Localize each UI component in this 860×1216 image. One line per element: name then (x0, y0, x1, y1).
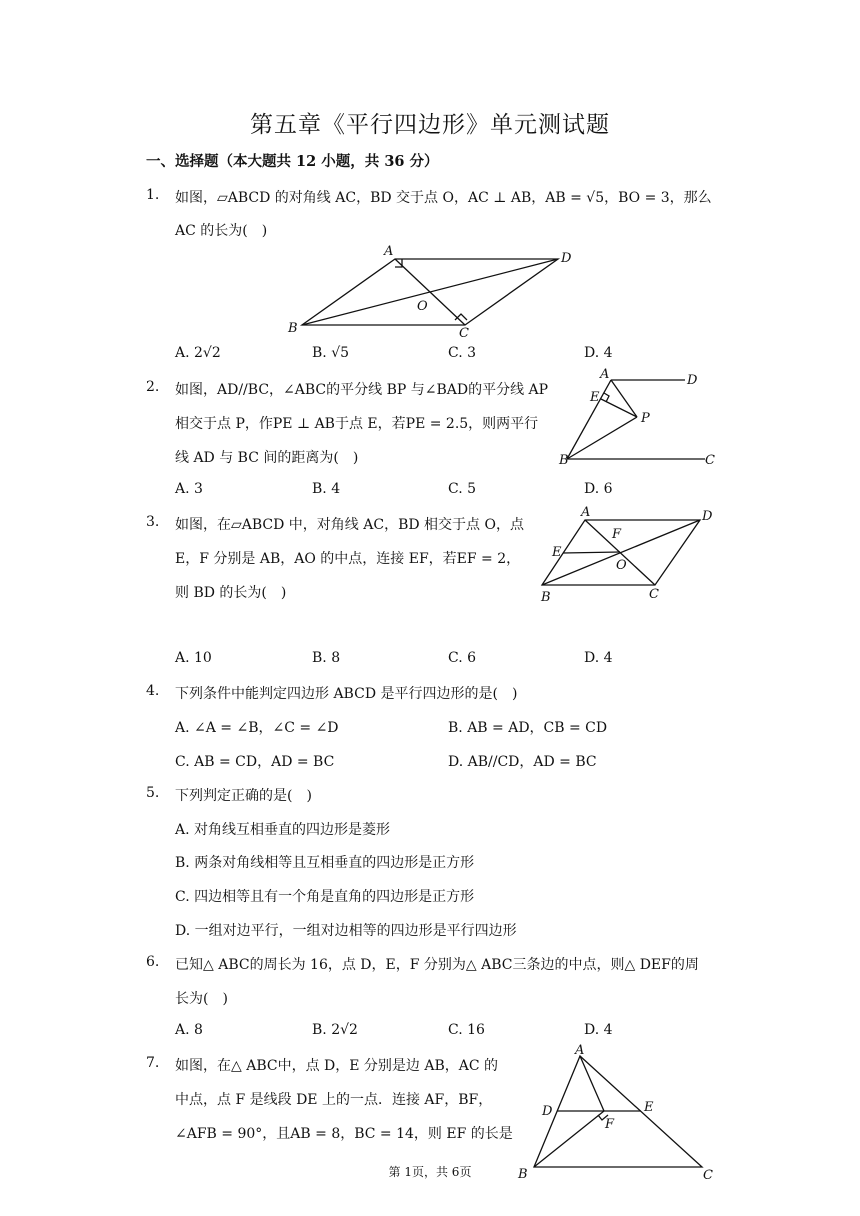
figure-label: D (542, 1104, 553, 1119)
option: D. 4 (584, 345, 613, 361)
option: B. 两条对角线相等且互相垂直的四边形是正方形 (175, 855, 475, 871)
option: B. 8 (312, 650, 341, 666)
question-text: 如图，在▱ABCD 中，对角线 AC，BD 相交于点 O，点 (175, 517, 524, 533)
parallelogram-figure-q3 (535, 500, 720, 605)
question-text: ∠AFB = 90°，且AB = 8，BC = 14，则 EF 的长是 (175, 1126, 513, 1142)
option: B. 2√2 (312, 1022, 358, 1038)
option: B. AB = AD，CB = CD (448, 720, 608, 736)
section-heading: 一、选择题（本大题共 12 小题，共 36 分） (146, 153, 439, 170)
option: B. 4 (312, 481, 341, 497)
option: A. 8 (175, 1022, 203, 1038)
question-text: 中点，点 F 是线段 DE 上的一点．连接 AF，BF， (175, 1092, 493, 1108)
option: D. 6 (584, 481, 613, 497)
page-footer: 第 1页，共 6页 (388, 1165, 472, 1179)
option: C. 3 (448, 345, 477, 361)
option: C. AB = CD，AD = BC (175, 754, 335, 770)
option: B. √5 (312, 345, 350, 361)
figure-label: A (600, 367, 610, 382)
figure-label: B (518, 1167, 528, 1182)
figure-label: F (605, 1117, 615, 1132)
figure-label: B (541, 590, 551, 605)
question-text: 如图，在△ ABC中，点 D，E 分别是边 AB，AC 的 (175, 1058, 499, 1074)
question-text: 已知△ ABC的周长为 16，点 D，E，F 分别为△ ABC三条边的中点，则△ DEF的周 (175, 957, 699, 973)
question-text: 如图，AD//BC，∠ABC的平分线 BP 与∠BAD的平分线 AP (175, 382, 549, 398)
question-number: 4. (146, 683, 160, 699)
figure-label: E (590, 390, 600, 405)
figure-label: A (384, 244, 394, 259)
figure-label: O (417, 299, 428, 314)
figure-label: A (575, 1043, 585, 1058)
question-text: 下列条件中能判定四边形 ABCD 是平行四边形的是( ) (175, 686, 518, 702)
figure-label: C (705, 453, 715, 468)
question-text: 长为( ) (175, 991, 228, 1007)
figure-label: D (561, 251, 572, 266)
figure-label: B (288, 321, 298, 336)
figure-label: D (687, 373, 698, 388)
figure-label: C (459, 326, 469, 340)
parallel-lines-figure-q2 (555, 365, 725, 470)
figure-label: E (552, 545, 562, 560)
figure-label: F (612, 527, 622, 542)
question-text: 相交于点 P，作PE ⊥ AB于点 E，若PE = 2.5，则两平行 (175, 416, 539, 432)
question-text: 如图，▱ABCD 的对角线 AC，BD 交于点 O，AC ⊥ AB，AB = √5，BO = 3，那么 (175, 190, 712, 206)
figure-label: C (703, 1168, 713, 1183)
figure-label: C (649, 587, 659, 602)
question-number: 5. (146, 785, 160, 801)
option: C. 16 (448, 1022, 485, 1038)
figure-label: O (616, 558, 627, 573)
option: A. 对角线互相垂直的四边形是菱形 (175, 822, 391, 838)
question-number: 7. (146, 1055, 160, 1071)
question-text: 则 BD 的长为( ) (175, 585, 287, 601)
figure-label: P (641, 411, 650, 426)
option: C. 5 (448, 481, 477, 497)
option: D. 一组对边平行，一组对边相等的四边形是平行四边形 (175, 923, 517, 939)
parallelogram-figure-q1 (280, 240, 580, 340)
option: A. 10 (175, 650, 212, 666)
question-text: 下列判定正确的是( ) (175, 788, 312, 804)
page-title: 第五章《平行四边形》单元测试题 (250, 112, 610, 138)
question-number: 3. (146, 514, 160, 530)
option: C. 四边相等且有一个角是直角的四边形是正方形 (175, 889, 475, 905)
option: D. AB//CD，AD = BC (448, 754, 597, 770)
figure-label: A (581, 505, 591, 520)
question-number: 2. (146, 379, 160, 395)
figure-label: B (559, 453, 569, 468)
option: A. ∠A = ∠B，∠C = ∠D (175, 720, 339, 736)
question-text: AC 的长为( ) (175, 223, 268, 239)
question-number: 6. (146, 954, 160, 970)
question-text: 线 AD 与 BC 间的距离为( ) (175, 450, 359, 466)
figure-label: E (644, 1100, 654, 1115)
option: A. 2√2 (175, 345, 221, 361)
question-number: 1. (146, 187, 160, 203)
question-text: E，F 分别是 AB，AO 的中点，连接 EF，若EF = 2， (175, 551, 521, 567)
option: C. 6 (448, 650, 477, 666)
option: A. 3 (175, 481, 203, 497)
option: D. 4 (584, 650, 613, 666)
option: D. 4 (584, 1022, 613, 1038)
figure-label: D (702, 509, 713, 524)
